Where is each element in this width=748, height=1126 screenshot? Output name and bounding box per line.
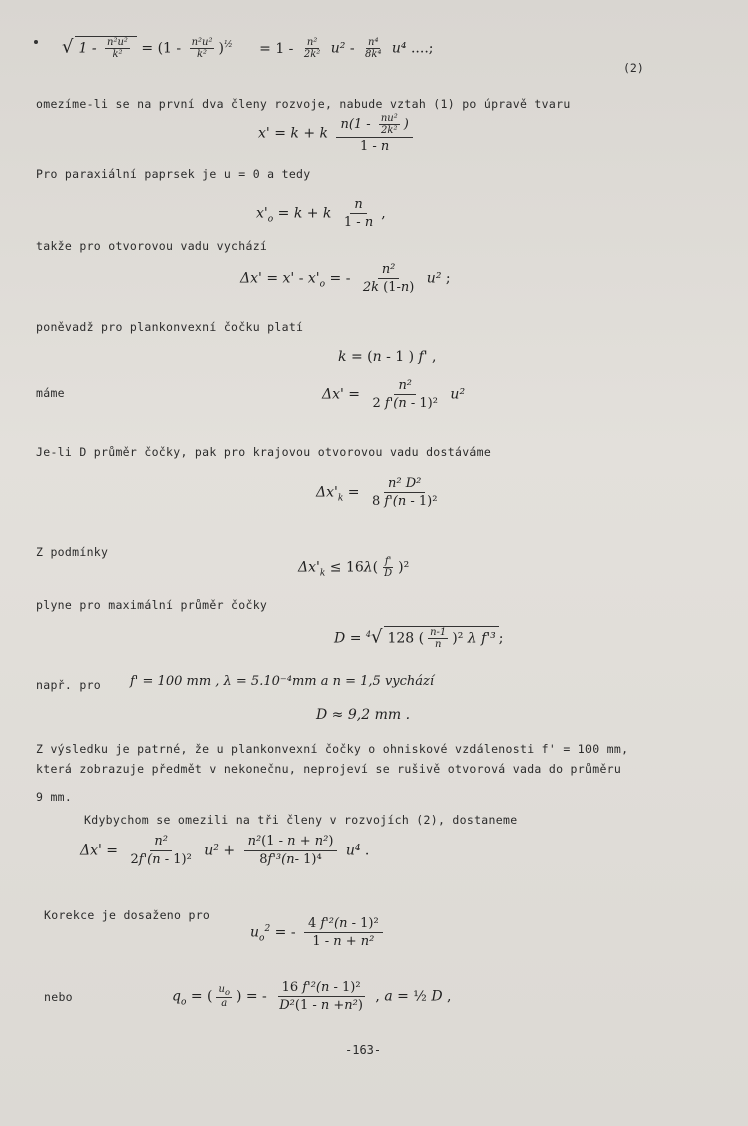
paragraph: Kdybychom se omezili na tři členy v rozvojích (2), dostaneme	[84, 813, 518, 827]
equation-x0: $x'_o = k + k$ $\frac{n}{1 - n}$ ,	[256, 197, 386, 230]
paragraph: která zobrazuje předmět v nekonečnu, neprojeví se rušivě otvorová vada do průměru	[36, 762, 622, 776]
paragraph: takže pro otvorovou vadu vychází	[36, 239, 268, 253]
paragraph: plyne pro maximální průměr čočky	[36, 598, 268, 612]
equation-values: f' = 100 mm , λ = 5.10⁻⁴mm a n = 1,5 vychází	[130, 674, 435, 689]
paragraph: např. pro	[36, 678, 102, 692]
equation-u0: $u_o^2$ = - $\frac{\text{4 f'²(n - 1)²}}{\text{1 - n + n²}}$	[250, 916, 387, 949]
equation-k: k = (n - 1 ) f' ,	[338, 349, 437, 365]
equation-dx3: Δx' = $\frac{\text{n²}}{\text{2f'(n - 1)²}}$ u² + $\frac{\text{n²(1 - n + n²)}}{\text{8f'³(n- 1)⁴}}$ u⁴ .	[80, 834, 370, 867]
page-number: -163-	[345, 1043, 382, 1057]
equation-dxk: $\Delta x'_k$ = $\frac{\text{n² D²}}{\text{8 f'(n - 1)²}}$	[316, 476, 438, 509]
bullet-mark	[34, 40, 38, 44]
equation-q0: $q_o$ = ( $\frac{u_o}{a}$ ) = - $\frac{\text{16 f'²(n - 1)²}}{\text{D²(1 - n +n²)}}$ , a = ½ D ,	[172, 980, 452, 1013]
paragraph: Z výsledku je patrné, že u plankonvexní čočky o ohniskové vzdálenosti f' = 100 mm,	[36, 742, 629, 756]
paragraph: nebo	[44, 990, 73, 1004]
equation-dx2: Δx' = $\frac{\text{n²}}{\text{2 f'(n - 1)²}}$ u²	[322, 378, 466, 411]
equation-x: x' = k + k n(1 - $\frac{\text{nu²}}{\text{2k²}}$ ) 1 - n	[258, 113, 417, 154]
equation-D: D = $^4$√ 128 ( $\frac{n-1}{n}$ )² λ f'³ ;	[334, 626, 504, 650]
paragraph: Korekce je dosaženo pro	[44, 908, 211, 922]
paragraph: omezíme-li se na první dva členy rozvoje, nabude vztah (1) po úpravě tvaru	[36, 97, 571, 111]
equation-number: (2)	[623, 61, 644, 75]
paragraph: Pro paraxiální paprsek je u = 0 a tedy	[36, 167, 311, 181]
equation-2: √ 1 - $\frac{\text{n²u²}}{\text{k²}}$ = (1 - $\frac{\text{n²u²}}{\text{k²}}$ )$^{\frac{1}{2}}$ = 1 - $\frac{\text{n²}}{\text{2k²}}$ u² - $\frac{\text{n⁴}}{\text{8k⁴}}$ u⁴ ....;	[62, 36, 434, 60]
equation-dx: $\Delta x' = x' - x'_o$ = - $\frac{\text{n²}}{2k (1-n)}$ u² ;	[240, 262, 451, 295]
paragraph: Je-li D průměr čočky, pak pro krajovou otvorovou vadu dostáváme	[36, 445, 492, 459]
equation-condition: $\Delta x'_k \le 16\lambda$( $\frac{f'}{D}$ )²	[298, 556, 410, 579]
paragraph: poněvadž pro plankonvexní čočku platí	[36, 320, 304, 334]
paragraph: Z podmínky	[36, 545, 109, 559]
equation-D-value: D ≈ 9,2 mm .	[316, 707, 411, 723]
paragraph: máme	[36, 386, 65, 400]
paragraph: 9 mm.	[36, 790, 73, 804]
